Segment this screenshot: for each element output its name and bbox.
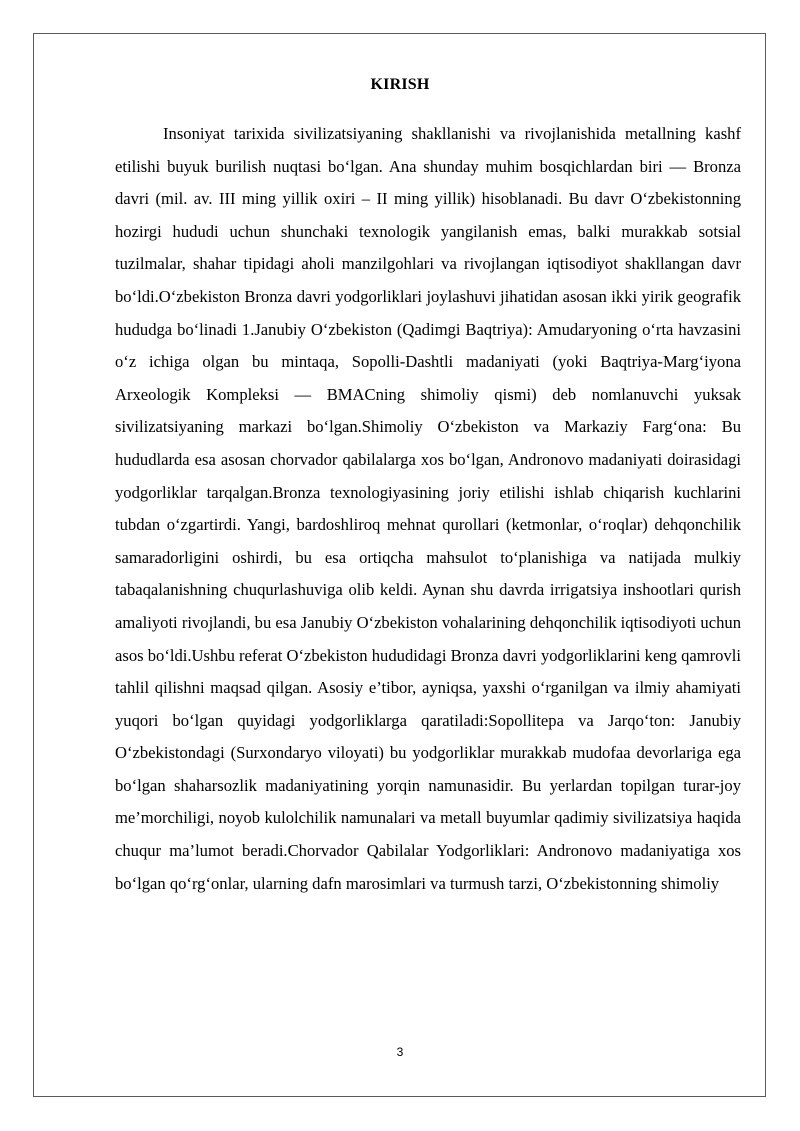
body-paragraph: Insoniyat tarixida sivilizatsiyaning shakllanishi va rivojlanishida metallning kashf etilishi buyuk burilish nuqtasi bo‘lgan. Ana shunday muhim bosqichlardan biri — Bronza davri (mil. av. III ming yillik oxiri – II ming yillik) hisoblanadi. Bu davr O‘zbekistonning hozirgi hududi uchun shunchaki texnologik yangilanish emas, balki murakkab sotsial tuzilmalar, shahar tipidagi aholi manzilgohlari va rivojlangan iqtisodiyot shakllangan davr bo‘ldi.O‘zbekiston Bronza davri yodgorliklari joylashuvi jihatidan asosan ikki yirik geografik hududga bo‘linadi 1.Janubiy O‘zbekiston (Qadimgi Baqtriya): Amudaryoning o‘rta havzasini o‘z ichiga olgan bu mintaqa, Sopolli-Dashtli madaniyati (yoki Baqtriya-Marg‘iyona Arxeologik Kompleksi — BMACning shimoliy qismi) deb nomlanuvchi yuksak sivilizatsiyaning markazi bo‘lgan.Shimoliy O‘zbekiston va Markaziy Farg‘ona: Bu hududlarda esa asosan chorvador qabilalarga xos bo‘lgan, Andronovo madaniyati doirasidagi yodgorliklar tarqalgan.Bronza texnologiyasining joriy etilishi ishlab chiqarish kuchlarini tubdan o‘zgartirdi. Yangi, bardoshliroq mehnat qurollari (ketmonlar, o‘roqlar) dehqonchilik samaradorligini oshirdi, bu esa ortiqcha mahsulot to‘planishiga va natijada mulkiy tabaqalanishning chuqurlashuviga olib keldi. Aynan shu davrda irrigatsiya inshootlari qurish amaliyoti rivojlandi, bu esa Janubiy O‘zbekiston vohalarining dehqonchilik iqtisodiyoti uchun asos bo‘ldi.Ushbu referat O‘zbekiston hududidagi Bronza davri yodgorliklarini keng qamrovli tahlil qilishni maqsad qilgan. Asosiy e’tibor, ayniqsa, yaxshi o‘rganilgan va ilmiy ahamiyati yuqori bo‘lgan quyidagi yodgorliklarga qaratiladi:Sopollitepa va Jarqo‘ton: Janubiy O‘zbekistondagi (Surxondaryo viloyati) bu yodgorliklar murakkab mudofaa devorlariga ega bo‘lgan shaharsozlik madaniyatining yorqin namunasidir. Bu yerlardan topilgan turar-joy me’morchiligi, noyob kulolchilik namunalari va metall buyumlar qadimiy sivilizatsiya haqida chuqur ma’lumot beradi.Chorvador Qabilalar Yodgorliklari: Andronovo madaniyatiga xos bo‘lgan qo‘rg‘onlar, ularning dafn marosimlari va turmush tarzi, O‘zbekistonning shimoliy (115, 124, 741, 893)
page-number: 3 (396, 1045, 404, 1059)
page-title: KIRISH (370, 76, 430, 93)
